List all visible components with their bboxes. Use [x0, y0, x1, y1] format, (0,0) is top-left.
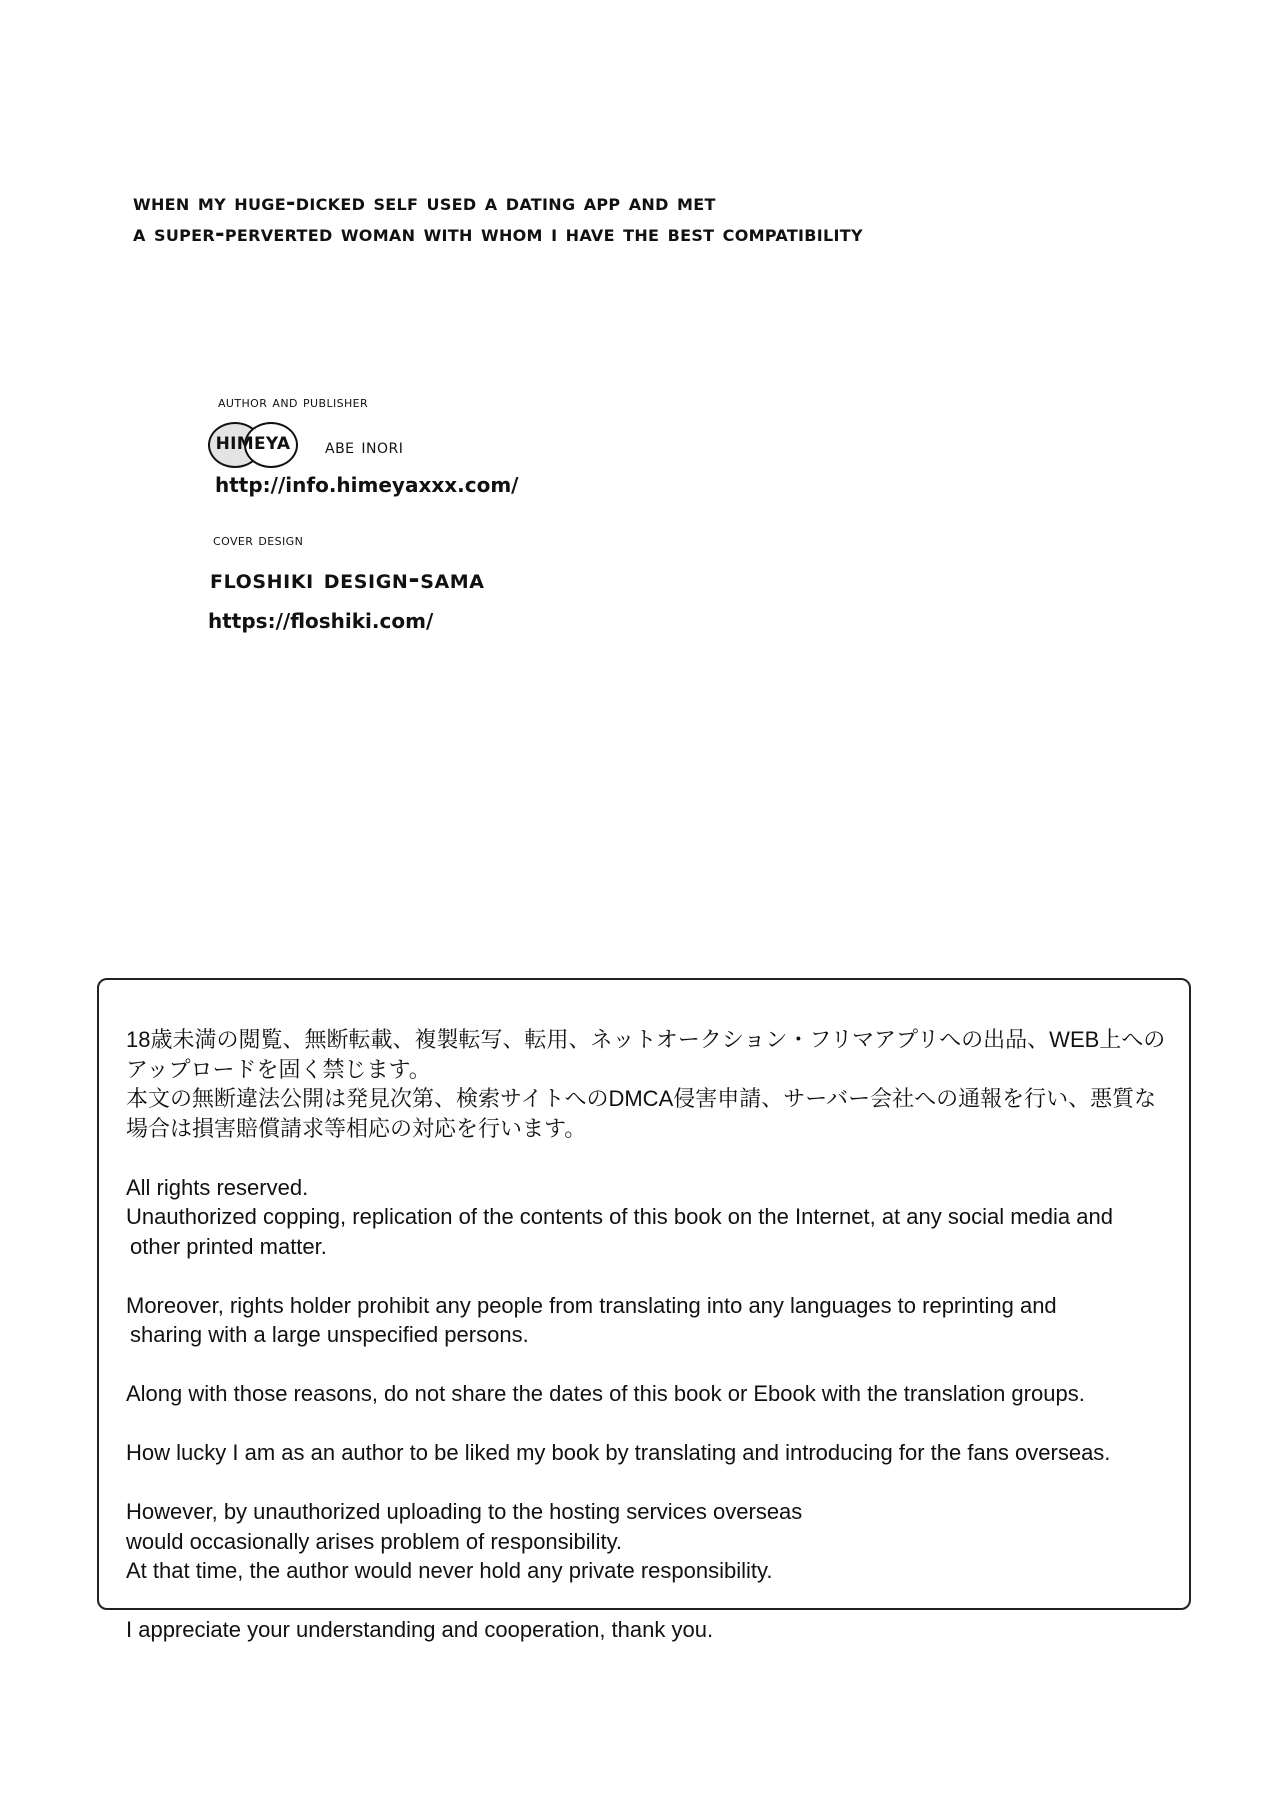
- notice-translation: [126, 1291, 1165, 1350]
- notice-however: [126, 1497, 1165, 1586]
- notice-sharing-line: Along with those reasons, do not share the dates of this book or Ebook with the translation groups.: [126, 1381, 1085, 1406]
- notice-translation-line-2: sharing with a large unspecified persons.: [130, 1322, 529, 1347]
- author-url[interactable]: http://info.himeyaxxx.com/: [215, 473, 519, 497]
- notice-sharing: [126, 1379, 1165, 1409]
- logo-text: HIMEYA: [215, 434, 291, 454]
- book-title-line-2: a super-perverted woman with whom i have the best compatibility: [133, 221, 863, 247]
- notice-rights-line-1: All rights reserved.: [126, 1174, 309, 1200]
- copyright-notice-box: [97, 978, 1191, 1642]
- notice-rights: [126, 1173, 1165, 1262]
- himeya-logo: [208, 422, 298, 468]
- author-name: abe inori: [325, 434, 404, 458]
- book-title-line-1: when my huge-dicked self used a dating app and met: [133, 190, 716, 216]
- notice-thanks-line: I appreciate your understanding and cooperation, thank you.: [126, 1617, 714, 1642]
- notice-rights-line-2: Unauthorized copping, replication of the contents of this book on the Internet, at any social media and: [126, 1204, 1113, 1229]
- notice-rights-line-3: other printed matter.: [130, 1233, 327, 1259]
- designer-url[interactable]: https://floshiki.com/: [208, 609, 434, 633]
- notice-lucky-line: How lucky I am as an author to be liked my book by translating and introducing for the fans overseas.: [126, 1440, 1111, 1465]
- author-label: author and publisher: [218, 393, 369, 411]
- notice-japanese: [126, 1025, 1165, 1143]
- notice-however-line-2: would occasionally arises problem of responsibility.: [126, 1528, 623, 1554]
- notice-jp-line-1: 18歳未満の閲覧、無断転載、複製転写、転用、ネットオークション・フリマアプリへの出品、WEB上への: [126, 1027, 1166, 1052]
- notice-thanks: [126, 1615, 1165, 1645]
- book-title: [133, 188, 863, 250]
- cover-design-label: cover design: [213, 531, 304, 549]
- notice-however-line-3: At that time, the author would never hold any private responsibility.: [126, 1558, 773, 1583]
- notice-translation-line-1: Moreover, rights holder prohibit any people from translating into any languages to reprinting and: [126, 1292, 1057, 1318]
- notice-jp-line-4: 場合は損害賠償請求等相応の対応を行います。: [126, 1115, 587, 1141]
- designer-name: floshiki design-sama: [210, 564, 485, 595]
- notice-jp-line-3: 本文の無断違法公開は発見次第、検索サイトへのDMCA侵害申請、サーバー会社への通報を行い、悪質な: [126, 1086, 1157, 1111]
- notice-lucky: [126, 1438, 1165, 1468]
- notice-however-line-1: However, by unauthorized uploading to the hosting services overseas: [126, 1499, 803, 1524]
- notice-jp-line-2: アップロードを固く禁じます。: [126, 1056, 431, 1082]
